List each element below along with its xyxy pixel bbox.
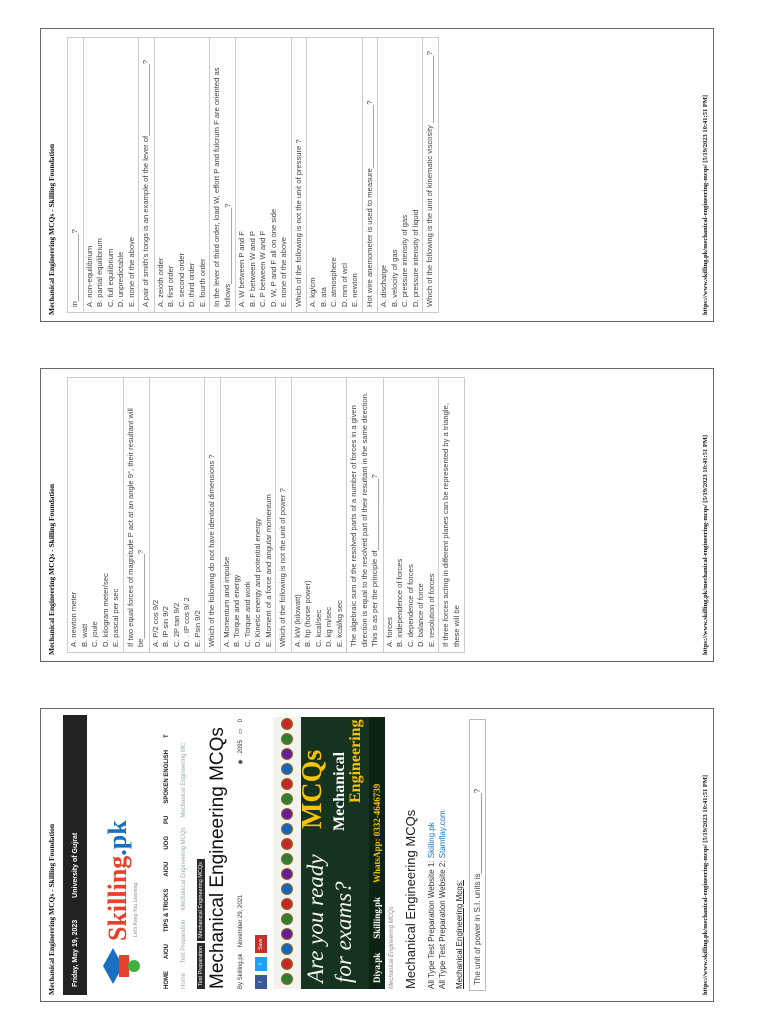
website-link[interactable]: Skilling.pk: [427, 822, 436, 859]
answer-option: C. pressure intensity of gas: [400, 214, 409, 307]
document-page-3: [40, 28, 714, 322]
answer-option: A. Momentum and impulse: [221, 556, 231, 647]
answer-option: A. kW (kilowatt): [292, 594, 302, 647]
answer-option: D. . IP cos 9/ 2: [182, 597, 191, 647]
banner-brand-diya: Diya.pk: [372, 952, 382, 983]
question-text: Which of the following is not the unit of pressure ?: [291, 37, 307, 313]
answer-option: D. kilogram meter/sec: [100, 573, 110, 647]
answer-option: C. Torque and work: [242, 581, 252, 647]
answer-option: A. forces: [384, 617, 394, 647]
banner-brand-skilling: Skilling.pk: [372, 896, 382, 939]
site-date: Friday, May 19, 2023: [71, 919, 79, 987]
question-text: If three forces acting in different planes can be represented by a triangle, these will be: [438, 377, 465, 653]
website-line-1: [427, 822, 436, 989]
category-tag[interactable]: Mechanical Engineering MCQs: [197, 859, 205, 941]
answer-options: [383, 377, 439, 653]
breadcrumb-item[interactable]: Test Preparation: [181, 919, 187, 964]
answer-option: B. velocity of gas: [389, 249, 399, 307]
emblem-icon: [281, 778, 293, 790]
answer-option: D. balance of force: [416, 583, 425, 647]
breadcrumb: [181, 735, 187, 989]
answer-option: C. full equilibrium: [105, 248, 115, 307]
answer-options: [154, 37, 210, 313]
question-list: [67, 37, 439, 313]
question-text: Hot wire anemometer is used to measure_______________?: [362, 37, 378, 313]
answer-option: D. kg m/sec: [324, 606, 333, 647]
answer-option: D. third order: [187, 262, 196, 307]
answer-option: D. unpredictable: [116, 251, 125, 307]
image-caption: Mechanical Engineering MCQs: [389, 906, 395, 989]
save-button[interactable]: Save: [255, 935, 267, 953]
banner-footer: [369, 717, 385, 989]
answer-option: A. zeioth order: [155, 257, 165, 307]
answer-option: B. IP sin 9/2: [161, 606, 170, 647]
site-top-bar: [63, 715, 87, 995]
answer-options: [220, 377, 276, 653]
answer-option: E. none of the above: [279, 236, 288, 307]
views-icon: ◉: [238, 759, 244, 765]
emblem-icon: [281, 853, 293, 865]
article-title: Mechanical Engineering MCQs: [207, 727, 228, 989]
site-university-link[interactable]: University of Gujrat: [71, 832, 79, 898]
mcqs-subheading: Mechanical Engineering Mcqs:: [455, 880, 464, 989]
banner-text-line2: for exams?: [331, 881, 356, 983]
website-link[interactable]: Stamflay.com: [438, 810, 447, 859]
main-nav: [159, 715, 175, 995]
answer-option: D. W, P and F all on one side: [268, 208, 278, 307]
answer-options: [291, 377, 347, 653]
twitter-share-button[interactable]: t: [255, 957, 267, 971]
emblem-icon: [281, 913, 293, 925]
answer-option: E. pascal per sec: [111, 588, 120, 647]
answer-option: B. hp (horse power): [303, 580, 312, 647]
answer-option: C. second order: [176, 252, 186, 307]
emblem-icon: [281, 733, 293, 745]
logo-tagline: Let's Keep You Learning: [133, 882, 139, 937]
answer-option: A. newton meter: [69, 591, 78, 647]
page-header: Mechanical Engineering MCQs - Skilling Foundation: [47, 823, 56, 995]
answer-option: C. P between W and F: [258, 230, 267, 307]
breadcrumb-item[interactable]: Mechanical Engineering MCQs: [181, 827, 187, 911]
answer-option: E. Psin 9/2: [192, 610, 202, 647]
answer-option: C. kcal/sec: [313, 609, 323, 647]
emblem-icon: [281, 718, 293, 730]
nav-item[interactable]: UOG: [164, 835, 170, 850]
comments-icon: ▭: [238, 728, 244, 735]
answer-option: E. newton: [350, 273, 359, 307]
emblem-icon: [281, 868, 293, 880]
question-text: The unit of power in S.I. units is__________________?: [469, 719, 486, 991]
answer-options: [377, 37, 422, 313]
nav-item[interactable]: AIOU: [164, 861, 170, 877]
emblem-icon: [281, 943, 293, 955]
question-text: If two equal forces of magnitude P act at an angle 9°, their resultant will be____________________?: [123, 377, 149, 653]
answer-option: C. dependence of forces: [405, 564, 415, 647]
answer-option: B. first order: [166, 265, 175, 307]
logo-wordmark: Skilling.pk: [103, 820, 132, 941]
emblem-icon: [281, 973, 293, 985]
page-footer: https://www.skilling.pk/mechanical-engineering-mcqs/ [5/19/2023 10:41:51 PM]: [702, 434, 709, 655]
question-text: in________________?: [67, 37, 83, 313]
banner-mechanical-text: Mechanical: [331, 751, 348, 831]
answer-option: E. Moment of a force and angular momentum: [263, 494, 273, 647]
answer-option: C. atmosphere: [329, 257, 338, 307]
question-text: Which of the following is the unit of kinematic viscosity ________________?: [422, 37, 439, 313]
answer-option: C. joule: [90, 621, 99, 647]
facebook-share-button[interactable]: f: [255, 975, 267, 989]
answer-option: B. ata: [318, 287, 328, 307]
nav-item[interactable]: HOME: [164, 971, 170, 989]
answer-option: D. pressure intensity of liquid: [410, 209, 420, 307]
website-line-2: [438, 810, 447, 989]
category-tag[interactable]: Test Preparation: [197, 943, 205, 989]
answer-option: E. none of the above: [126, 236, 136, 307]
breadcrumb-item[interactable]: Home: [181, 972, 187, 989]
banner-engineering-text: Engineering: [347, 719, 364, 803]
answer-option: A. discharge: [379, 264, 388, 307]
answer-option: E. fourth order: [197, 258, 207, 307]
answer-options: [67, 377, 123, 653]
answer-options: [306, 37, 362, 313]
answer-option: E. resolution of forces: [426, 573, 436, 647]
share-buttons: [255, 935, 267, 989]
category-tags: [197, 859, 205, 989]
page-footer: https://www.skilling.pk/mechanical-engineering-mcqs/ [5/19/2023 10:41:51 PM]: [702, 94, 709, 315]
emblem-icon: [281, 763, 293, 775]
question-text: Which of the following do not have identical dimensions ?: [204, 377, 220, 653]
page-header: Mechanical Engineering MCQs - Skilling Foundation: [47, 483, 56, 655]
answer-option: B. independence of forces: [395, 558, 404, 647]
comments-count: 0: [237, 719, 244, 723]
emblem-icon: [281, 883, 293, 895]
answer-option: E. kcal/kg sec: [334, 600, 344, 647]
site-logo[interactable]: [93, 715, 153, 995]
author-name[interactable]: By Skilling.pk: [237, 953, 244, 989]
question-text: A pair of smith's tongs is an example of the lever of_________________?: [138, 37, 154, 313]
section-heading: Mechanical Engineering MCQs: [403, 809, 418, 989]
emblem-icon: [281, 958, 293, 970]
page-footer: https://www.skilling.pk/mechanical-engineering-mcqs/ [5/19/2023 10:41:51 PM]: [702, 774, 709, 995]
question-text: In the lever of third order, load W, effort P and fulcrum F are oriented as follows__________________?: [209, 37, 235, 313]
website-label: All Type Test Preparation Website 1:: [427, 860, 436, 989]
answer-options: [83, 37, 139, 313]
document-page-2: [40, 368, 714, 662]
emblem-icon: [281, 838, 293, 850]
answer-option: B. Torque and energy: [232, 574, 241, 647]
question-list: [67, 377, 465, 653]
answer-option: B. partial equilibrium: [95, 238, 104, 307]
nav-item[interactable]: PU: [164, 815, 170, 824]
question-text: Which of the following is not the unit of power ?: [275, 377, 291, 653]
answer-option: B. F between W and P: [247, 231, 257, 307]
answer-options: [149, 377, 205, 653]
question-text: The algebraic sum of the resolved parts of a number of forces in a given direction is equal to the resolved part of their resultant in the same direction. This is as per the principle of_________________?: [346, 377, 383, 653]
nav-item[interactable]: SPOKEN ENGLISH: [164, 749, 170, 804]
nav-item[interactable]: TIPS & TRICKS: [164, 888, 170, 932]
banner-text-line1: Are you ready: [303, 854, 328, 983]
emblem-icon: [281, 808, 293, 820]
skilling-logo-icon: [101, 945, 143, 987]
article-byline: [237, 719, 244, 989]
website-label: All Type Test Preparation Website 2:: [438, 860, 447, 989]
answer-option: B. watt: [79, 623, 89, 647]
answer-options: [235, 37, 291, 313]
emblem-icon: [281, 928, 293, 940]
emblem-icon: [281, 748, 293, 760]
banner-mcqs-text: MCQs: [297, 749, 328, 829]
answer-option: C. 2P tan 9/2: [171, 602, 181, 647]
nav-item[interactable]: T: [164, 734, 170, 738]
answer-option: D. Kinetic energy and potential energy: [253, 518, 262, 647]
answer-option: A. W between P and F: [237, 231, 246, 307]
breadcrumb-item: Mechanical Engineering MC: [181, 742, 187, 818]
document-page-1: [40, 708, 714, 1002]
emblem-icon: [281, 898, 293, 910]
emblem-icon: [281, 793, 293, 805]
post-date: November 29, 2021: [237, 894, 244, 948]
promo-banner-image: [273, 717, 385, 989]
page-header: Mechanical Engineering MCQs - Skilling Foundation: [47, 143, 56, 315]
views-count: 2095: [237, 740, 244, 754]
answer-option: A. kg/cm: [308, 277, 317, 307]
banner-whatsapp: WhatsApp: 0332-4646739: [372, 783, 382, 883]
emblem-icon: [281, 823, 293, 835]
answer-option: A. non-equilibrium: [84, 245, 94, 307]
nav-item[interactable]: AIOU: [164, 944, 170, 959]
answer-option: A. P/2 cos 9/2: [150, 599, 160, 647]
answer-option: D. mm of wcl: [339, 263, 349, 307]
